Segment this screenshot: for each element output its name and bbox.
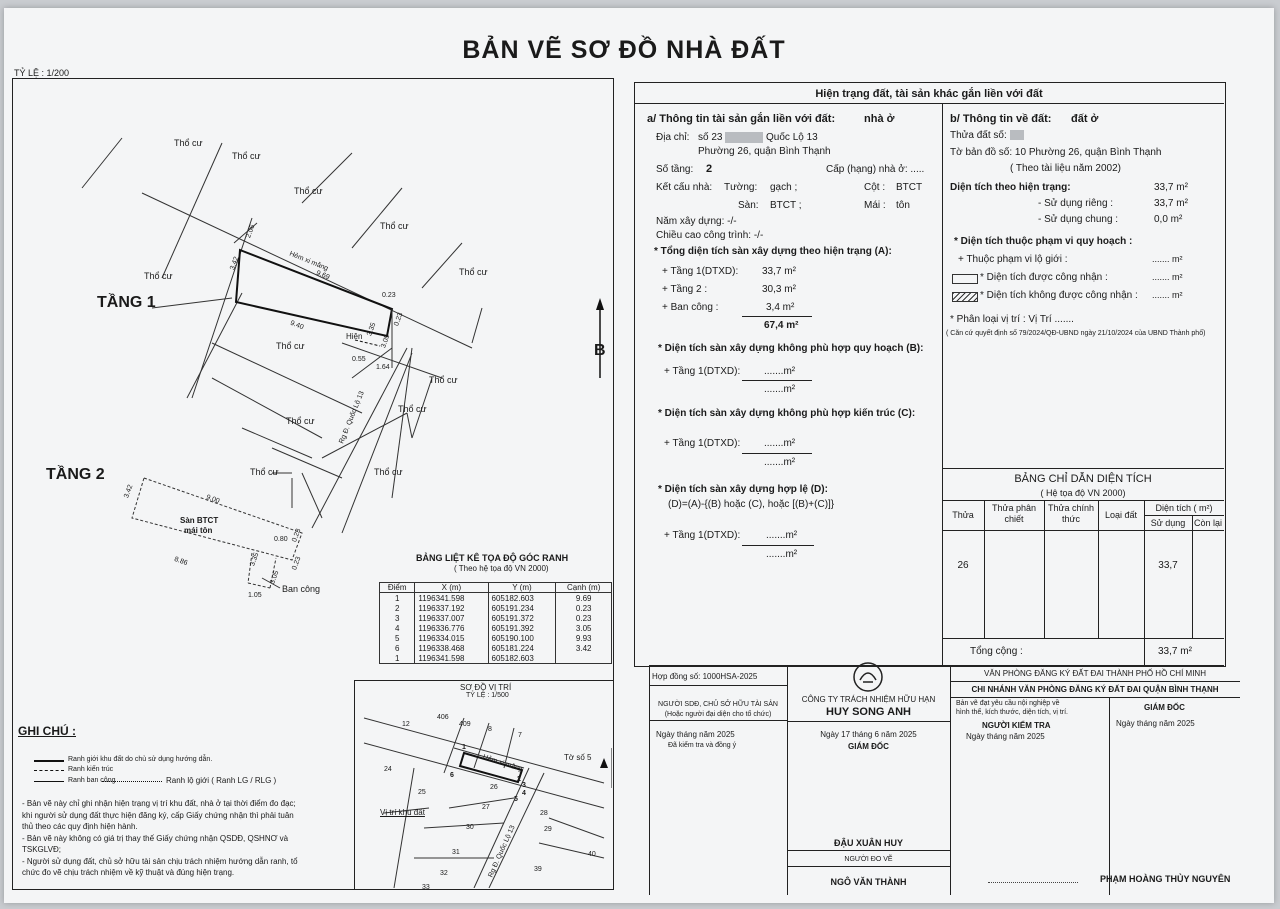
- balcony-label: Ban công: [282, 584, 321, 594]
- table-row: 4 1196336.776 605191.392 3.05: [380, 623, 612, 633]
- total-value: 33,7 m²: [1158, 646, 1192, 657]
- divider: [1098, 500, 1099, 638]
- corner-point: 6: [450, 772, 454, 779]
- address-label: Địa chỉ:: [656, 132, 690, 143]
- dimension-label: 3.42: [123, 483, 135, 500]
- office-note: hình thể, kích thước, diện tích, vị trí.: [956, 709, 1068, 716]
- floor2-roof-label: mái tôn: [184, 526, 213, 535]
- corner-point: 4: [522, 790, 526, 797]
- parcel-number: 29: [544, 826, 552, 833]
- row-parcel: 26: [957, 560, 969, 571]
- divider: [649, 685, 787, 686]
- dimension-label: 2.06: [245, 223, 257, 240]
- parcel-number: 31: [452, 849, 460, 856]
- parcel-number: 30: [466, 824, 474, 831]
- page-title: BẢN VẼ SƠ ĐỒ NHÀ ĐẤT: [462, 36, 786, 64]
- column-value: BTCT: [896, 182, 923, 193]
- coord-header: Y (m): [488, 583, 556, 593]
- dimension-label: 9.69: [315, 269, 331, 282]
- road-label: Rg Đ. Quốc Lộ 13: [338, 390, 366, 445]
- neighbour-label: Thổ cư: [250, 467, 279, 477]
- roof-value: tôn: [896, 200, 910, 211]
- company-director-name: ĐẬU XUÂN HUY: [833, 838, 903, 848]
- address-line-1: số 23 Quốc Lộ 13: [698, 132, 818, 144]
- section-b-value: đất ở: [1071, 113, 1099, 125]
- coord-header: Cạnh (m): [556, 583, 612, 593]
- parcel-number: 25: [418, 789, 426, 796]
- redacted-block: [1010, 130, 1024, 140]
- divider: [1109, 697, 1110, 895]
- common-use-label: - Sử dụng chung :: [1038, 214, 1119, 225]
- redacted-block: [725, 132, 763, 143]
- roof-label: Mái :: [864, 200, 886, 211]
- planning-value: ....... m²: [1152, 290, 1183, 300]
- area-d-formula: (D)=(A)-{(B) hoặc (C), hoặc [(B)+(C)]}: [668, 499, 835, 510]
- divider: [942, 468, 1224, 469]
- office-director-name: PHẠM HOÀNG THỦY NGUYÊN: [1100, 874, 1231, 884]
- neighbour-label: Thổ cư: [459, 267, 488, 277]
- legend-line: [34, 760, 64, 762]
- dimension-label: 0.55: [352, 356, 366, 363]
- notes-text: - Bản vẽ này chỉ ghi nhận hiện trạng vị trí khu đất, nhà ở tại thời điểm đo đạc; khi người sử dụng đất thực hiện đăng ký, cấp Giấy chứng nhận thì phải tuân thủ theo các quy định hiện hành. - Bản vẽ này không có giá trị thay thế Giấy chứng nhận QSDĐ, QSHNƠ và TSKGLVĐ; - Người sử dụng đất, chủ sở hữu tài sản chịu trách nhiệm hướng dẫn ranh, tổ chức đo vẽ chịu trách nhiệm về kỹ thuật và đúng hiện trạng.: [22, 799, 298, 877]
- company-name-1: CÔNG TY TRÁCH NHIỆM HỮU HẠN: [801, 695, 936, 704]
- sum-line: [742, 316, 812, 317]
- neighbour-label: Thổ cư: [374, 467, 403, 477]
- neighbour-label: Thổ cư: [429, 375, 458, 385]
- divider: [1192, 515, 1193, 638]
- parcel-number: 28: [540, 810, 548, 817]
- divider: [950, 697, 1240, 698]
- area-d-value: .......m²: [766, 530, 798, 541]
- table-row: 3 1196337.007 605191.372 0.23: [380, 613, 612, 623]
- floor-slab-value: BTCT ;: [770, 200, 802, 211]
- col-header-parcel: Thửa: [952, 510, 974, 520]
- survey-sheet: [4, 8, 1274, 903]
- legend-text: Ranh lộ giới ( Ranh LG / RLG ): [166, 776, 277, 785]
- inspector-title: NGƯỜI KIỂM TRA: [982, 721, 1051, 730]
- map-sheet-number: Tờ số 5: [564, 753, 592, 762]
- house-grade: Cấp (hạng) nhà ở: .....: [826, 164, 925, 175]
- neighbour-label: Thổ cư: [232, 151, 261, 161]
- parcel-number: 7: [518, 732, 522, 739]
- north-arrow-label: B: [594, 342, 606, 359]
- area-b-total: .......m²: [764, 384, 796, 395]
- area-c-total: .......m²: [764, 457, 796, 468]
- parcel-number: 406: [437, 714, 449, 721]
- neighbour-label: Thổ cư: [398, 404, 427, 414]
- scale-label: TỶ LỆ : 1/200: [14, 68, 70, 78]
- neighbour-label: Thổ cư: [294, 186, 323, 196]
- dimension-label: 0.80: [274, 536, 288, 543]
- parcel-number: 8: [488, 726, 492, 733]
- dimension-label: 0.23: [393, 311, 405, 328]
- table-row: 2 1196337.192 605191.234 0.23: [380, 603, 612, 613]
- office-name-1: VĂN PHÒNG ĐĂNG KÝ ĐẤT ĐAI THÀNH PHỐ HỒ CHÍ MINH: [984, 669, 1206, 678]
- company-director-title: GIÁM ĐỐC: [848, 742, 889, 751]
- col-header-split: Thửa phân chiết: [991, 503, 1037, 524]
- company-logo: [850, 660, 886, 694]
- area-d-row: + Tầng 1(DTXD):: [664, 530, 741, 541]
- owner-title: NGƯỜI SDĐ, CHỦ SỞ HỮU TÀI SẢN: [658, 701, 778, 708]
- area-a-row-value: 33,7 m²: [762, 266, 796, 277]
- table-row: 5 1196334.015 605190.100 9.93: [380, 633, 612, 643]
- area-b-value: .......m²: [764, 366, 796, 377]
- planning-row: * Diện tích được công nhận :: [980, 272, 1108, 283]
- dimension-label: 0.23: [291, 555, 303, 572]
- divider: [787, 866, 950, 867]
- parcel-number: 12: [402, 721, 410, 728]
- corner-point: 3: [522, 782, 526, 789]
- floor1-label: TẦNG 1: [97, 294, 156, 311]
- neighbour-label: Thổ cư: [380, 221, 409, 231]
- map-note: ( Theo tài liệu năm 2002): [1010, 163, 1121, 174]
- office-name-2: CHI NHÁNH VĂN PHÒNG ĐĂNG KÝ ĐẤT ĐAI QUẬN BÌNH THẠNH: [971, 685, 1219, 694]
- wall-value: gạch ;: [770, 182, 798, 193]
- structure-label: Kết cấu nhà:: [656, 182, 713, 193]
- area-a-title: * Tổng diện tích sàn xây dựng theo hiện trạng (A):: [654, 246, 892, 257]
- col-header-remaining: Còn lại: [1193, 518, 1222, 528]
- recognized-area-swatch: [952, 274, 978, 284]
- company-date: Ngày 17 tháng 6 năm 2025: [820, 730, 917, 739]
- parcel-number: 39: [534, 866, 542, 873]
- dimension-label: 9.40: [289, 319, 305, 332]
- planning-row: * Diện tích không được công nhận :: [980, 290, 1138, 301]
- porch-label: Hiên: [346, 332, 363, 341]
- table-row: 1 1196341.598 605182.603: [380, 653, 612, 664]
- neighbour-label: Thổ cư: [174, 138, 203, 148]
- row-used: 33,7: [1158, 560, 1178, 571]
- dimension-label: 0.23: [291, 527, 303, 544]
- divider: [1044, 500, 1045, 638]
- office-director-date: Ngày tháng năm 2025: [1116, 719, 1195, 728]
- legend-line: [34, 770, 64, 771]
- planning-value: ....... m²: [1152, 272, 1183, 282]
- divider: [649, 720, 787, 721]
- coord-table-title: BẢNG LIỆT KÊ TỌA ĐỘ GÓC RANH: [416, 553, 569, 563]
- planning-value: ....... m²: [1152, 254, 1183, 264]
- area-a-row-label: + Ban công :: [662, 302, 719, 313]
- signature-line: [988, 882, 1078, 883]
- unrecognized-area-swatch: [952, 292, 978, 302]
- contract-number: Hợp đồng số: 1000HSA-2025: [652, 672, 758, 681]
- divider: [649, 665, 1224, 666]
- owner-date: Ngày tháng năm 2025: [656, 730, 735, 739]
- col-header-official: Thửa chính thức: [1047, 503, 1095, 524]
- dimension-label: 1.05: [248, 592, 262, 599]
- dimension-label: 1.64: [376, 364, 390, 371]
- section-a-value: nhà ở: [864, 113, 895, 125]
- area-table-title: BẢNG CHỈ DẪN DIỆN TÍCH: [1014, 473, 1152, 485]
- coord-header: Điểm: [380, 583, 415, 593]
- area-a-total: 67,4 m²: [764, 320, 799, 331]
- col-header-area: Diện tích ( m²): [1155, 503, 1213, 513]
- common-use-value: 0,0 m²: [1154, 214, 1183, 225]
- area-c-row: + Tầng 1(DTXD):: [664, 438, 741, 449]
- section-b-title: b/ Thông tin về đất:: [950, 113, 1052, 125]
- divider: [1144, 515, 1224, 516]
- floors-label: Số tầng:: [656, 164, 694, 175]
- area-a-row-label: + Tầng 2 :: [662, 284, 708, 295]
- office-note: Bản vẽ đạt yêu cầu nội nghiệp về: [956, 700, 1060, 707]
- notes-heading: GHI CHÚ :: [18, 724, 76, 738]
- divider: [950, 681, 1240, 682]
- floor-slab-label: Sàn:: [738, 200, 759, 211]
- location-map-scale: TỶ LỆ : 1/500: [466, 692, 509, 699]
- dimension-label: 3.05: [380, 333, 392, 350]
- legend-text: Ranh ban công: [68, 777, 116, 784]
- divider: [649, 665, 650, 895]
- dimension-label: 3.35: [366, 321, 378, 338]
- floor2-slab-label: Sàn BTCT: [180, 516, 219, 525]
- area-d-title: * Diện tích sàn xây dựng hợp lệ (D):: [658, 484, 828, 495]
- legend-line: [34, 781, 64, 782]
- location-class: * Phân loại vị trí : Vị Trí .......: [950, 314, 1074, 325]
- neighbour-label: Thổ cư: [276, 341, 305, 351]
- site-location-label: Vị trí khu đất: [380, 808, 425, 817]
- corner-point: 1: [462, 744, 466, 751]
- area-d-total: .......m²: [766, 549, 798, 560]
- parcel-number: 27: [482, 804, 490, 811]
- divider: [984, 500, 985, 638]
- coord-header: X (m): [415, 583, 488, 593]
- office-director-title: GIÁM ĐỐC: [1144, 703, 1185, 712]
- sum-line: [742, 453, 812, 454]
- area-a-row-label: + Tầng 1(DTXD):: [662, 266, 739, 277]
- area-c-value: .......m²: [764, 438, 796, 449]
- area-c-title: * Diện tích sàn xây dựng không phù hợp kiến trúc (C):: [658, 408, 916, 419]
- divider: [950, 665, 951, 895]
- table-row: 1 1196341.598 605182.603 9.69: [380, 593, 612, 604]
- corner-point: 5: [514, 796, 518, 803]
- divider: [634, 103, 1224, 104]
- divider: [942, 103, 943, 665]
- alley-label: Hẻm xi măng: [288, 250, 330, 273]
- build-year: Năm xây dựng: -/-: [656, 216, 737, 227]
- address-line-2: Phường 26, quận Bình Thạnh: [698, 146, 831, 157]
- legend-text: Ranh giới khu đất do chủ sử dụng hướng dẫn.: [68, 756, 213, 763]
- parcel-number: 32: [440, 870, 448, 877]
- column-label: Cột :: [864, 182, 886, 193]
- planning-title: * Diện tích thuộc phạm vi quy hoạch :: [954, 236, 1133, 247]
- floor2-label: TẦNG 2: [46, 466, 105, 483]
- info-panel-header: Hiện trạng đất, tài sản khác gắn liền với đất: [815, 88, 1043, 100]
- legend-text: Ranh kiến trúc: [68, 766, 114, 773]
- section-a-title: a/ Thông tin tài sản gắn liền với đất:: [647, 113, 836, 125]
- sum-line: [742, 380, 812, 381]
- divider: [787, 721, 950, 722]
- area-a-row-value: 3,4 m²: [766, 302, 795, 313]
- col-header-used: Sử dụng: [1150, 518, 1186, 528]
- area-table-subtitle: ( Hệ tọa độ VN 2000): [1040, 488, 1126, 498]
- area-current-label: Diện tích theo hiện trạng:: [950, 182, 1071, 193]
- decision-note: ( Căn cứ quyết định số 79/2024/QĐ-UBND ngày 21/10/2024 của UBND Thành phố): [946, 330, 1206, 337]
- parcel-number: 40: [588, 851, 596, 858]
- area-b-row: + Tầng 1(DTXD):: [664, 366, 741, 377]
- coord-table-subtitle: ( Theo hệ tọa độ VN 2000): [454, 564, 549, 573]
- parcel-number: 409: [459, 721, 471, 728]
- area-current-value: 33,7 m²: [1154, 182, 1188, 193]
- total-label: Tổng cộng :: [970, 646, 1023, 657]
- map-sheet: Tờ bản đồ số: 10 Phường 26, quận Bình Thạnh: [950, 147, 1162, 158]
- table-row: 6 1196338.468 605181.224 3.42: [380, 643, 612, 653]
- dimension-label: 3.05: [269, 569, 281, 586]
- sum-line: [742, 545, 814, 546]
- dimension-label: 0.23: [382, 292, 396, 299]
- location-map-title: SƠ ĐỒ VỊ TRÍ: [460, 683, 512, 692]
- inspector-date: Ngày tháng năm 2025: [966, 732, 1045, 741]
- alley-label: Hẻm xi măng: [481, 753, 524, 774]
- area-a-row-value: 30,3 m²: [762, 284, 796, 295]
- private-use-label: - Sử dụng riêng :: [1038, 198, 1114, 209]
- floors-value: 2: [706, 163, 713, 175]
- dimension-label: 3.35: [249, 551, 261, 568]
- location-map: [354, 698, 612, 888]
- neighbour-label: Thổ cư: [144, 271, 173, 281]
- dimension-label: 9.00: [205, 493, 221, 506]
- planning-row: + Thuộc phạm vi lộ giới :: [958, 254, 1068, 265]
- dimension-label: 3.42: [229, 255, 241, 272]
- parcel-number: 26: [490, 784, 498, 791]
- corner-point: 2: [517, 776, 521, 783]
- dimension-label: 8.86: [173, 555, 189, 568]
- parcel-number: 33: [422, 884, 430, 891]
- owner-note: (Hoặc người đại diện cho tổ chức): [664, 711, 772, 718]
- area-b-title: * Diện tích sàn xây dựng không phù hợp quy hoạch (B):: [658, 343, 924, 354]
- drafter-name: NGÔ VĂN THÀNH: [830, 877, 907, 887]
- private-use-value: 33,7 m²: [1154, 198, 1188, 209]
- wall-label: Tường:: [724, 182, 758, 193]
- drafter-title: NGƯỜI ĐO VẼ: [844, 856, 893, 863]
- build-height: Chiều cao công trình: -/-: [656, 230, 764, 241]
- divider: [942, 638, 1224, 639]
- parcel-number-label: Thửa đất số:: [950, 130, 1024, 141]
- neighbour-label: Thổ cư: [286, 416, 315, 426]
- divider: [787, 850, 950, 851]
- owner-checked: Đã kiểm tra và đồng ý: [668, 742, 737, 749]
- col-header-land-type: Loại đất: [1104, 510, 1138, 520]
- company-name-2: HUY SONG ANH: [826, 706, 911, 718]
- parcel-number: 24: [384, 766, 392, 773]
- road-label: Rg Đ. Quốc Lộ 13: [487, 824, 517, 879]
- coord-table: [379, 582, 612, 664]
